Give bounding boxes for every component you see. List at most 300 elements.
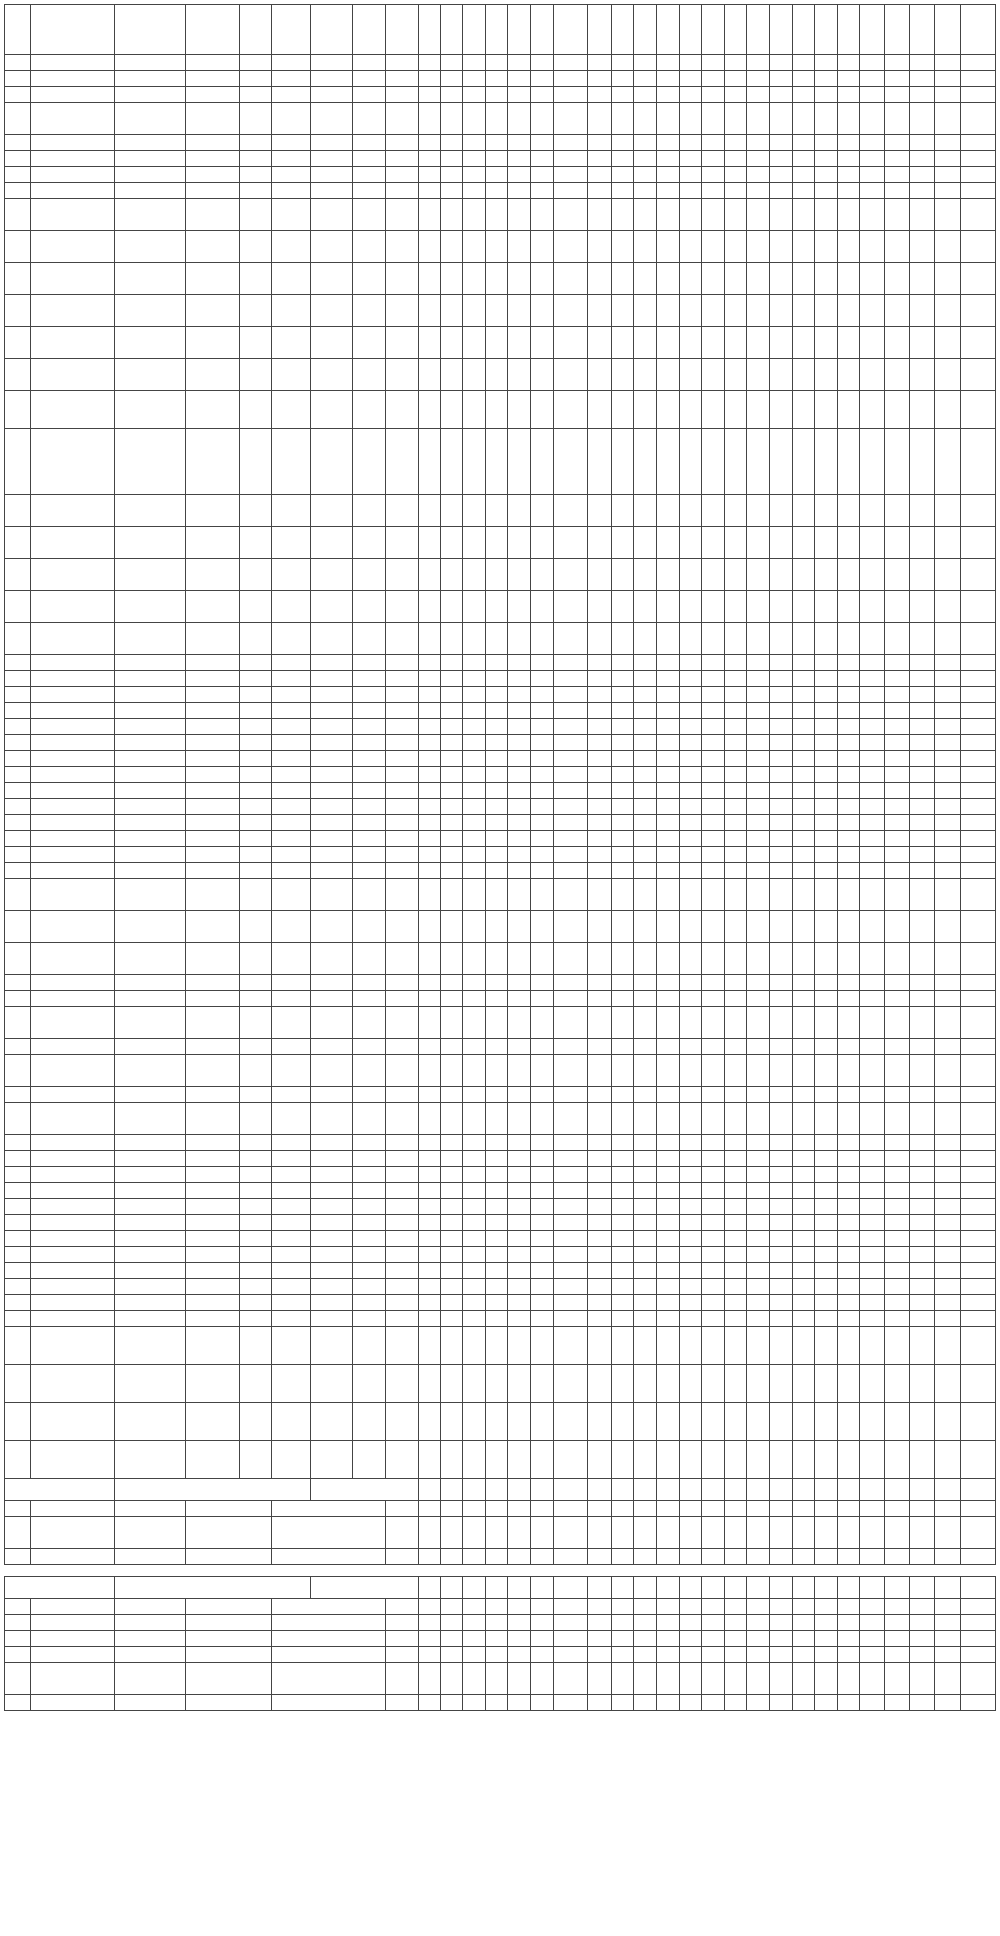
table-cell	[885, 591, 910, 623]
table-cell	[885, 1247, 910, 1263]
blank-cell	[352, 1565, 385, 1577]
table-cell	[769, 831, 792, 847]
table-cell	[508, 751, 531, 767]
table-cell	[385, 1279, 418, 1295]
table-cell	[885, 1103, 910, 1135]
table-cell	[961, 1103, 996, 1135]
table-cell	[747, 735, 770, 751]
table-cell	[634, 263, 657, 295]
table-cell	[463, 975, 486, 991]
table-cell	[5, 847, 31, 863]
table-cell	[724, 1199, 747, 1215]
table-cell	[419, 1365, 441, 1403]
summary-cell	[885, 55, 910, 71]
blank-cell	[702, 1479, 725, 1501]
blank-cell	[769, 1647, 792, 1663]
table-cell	[909, 1247, 934, 1263]
table-cell	[531, 719, 554, 735]
blank-cell	[385, 1615, 418, 1631]
table-cell	[385, 527, 418, 559]
table-cell	[385, 991, 418, 1007]
table-row	[5, 911, 996, 943]
table-cell	[769, 1199, 792, 1215]
table-cell	[769, 655, 792, 671]
table-cell	[5, 527, 31, 559]
table-cell	[909, 591, 934, 623]
table-cell	[385, 429, 418, 495]
blank-cell	[860, 1647, 885, 1663]
blank-cell	[30, 1565, 114, 1577]
table-cell	[634, 1055, 657, 1087]
table-cell	[837, 591, 860, 623]
table-cell	[909, 991, 934, 1007]
table-cell	[961, 687, 996, 703]
table-cell	[440, 1231, 463, 1247]
table-cell	[724, 495, 747, 527]
table-cell	[815, 623, 838, 655]
table-cell	[485, 167, 508, 183]
table-cell	[114, 135, 185, 151]
table-cell	[634, 1231, 657, 1247]
table-cell	[385, 735, 418, 751]
table-cell	[747, 1055, 770, 1087]
blank-cell	[463, 1479, 486, 1501]
table-cell	[679, 1263, 702, 1279]
table-cell	[769, 1327, 792, 1365]
table-cell	[114, 359, 185, 391]
table-cell	[508, 103, 531, 135]
table-cell	[310, 655, 352, 671]
table-cell	[239, 735, 271, 751]
table-cell	[815, 911, 838, 943]
table-cell	[239, 183, 271, 199]
table-cell	[30, 1151, 114, 1167]
table-cell	[5, 767, 31, 783]
table-cell	[769, 1087, 792, 1103]
column-header	[747, 5, 770, 55]
blank-cell	[909, 1549, 934, 1565]
blank-cell	[837, 1631, 860, 1647]
table-cell	[961, 655, 996, 671]
table-cell	[860, 1327, 885, 1365]
table-cell	[634, 1327, 657, 1365]
blank-cell	[611, 1565, 634, 1577]
blank-cell	[679, 1615, 702, 1631]
table-cell	[961, 1087, 996, 1103]
department-cell	[30, 1599, 114, 1615]
table-cell	[611, 719, 634, 735]
table-cell	[310, 719, 352, 735]
table-cell	[352, 559, 385, 591]
table-cell	[611, 847, 634, 863]
table-cell	[310, 1231, 352, 1247]
table-cell	[588, 879, 612, 911]
table-cell	[792, 87, 815, 103]
table-cell	[702, 1365, 725, 1403]
table-cell	[769, 103, 792, 135]
table-cell	[310, 1279, 352, 1295]
table-cell	[909, 879, 934, 911]
table-cell	[747, 799, 770, 815]
table-cell	[815, 735, 838, 751]
table-cell	[271, 847, 310, 863]
table-cell	[656, 911, 679, 943]
table-cell	[485, 799, 508, 815]
table-row	[5, 429, 996, 495]
table-row	[5, 703, 996, 719]
table-cell	[352, 231, 385, 263]
table-cell	[679, 1039, 702, 1055]
blank-cell	[553, 1501, 587, 1517]
table-cell	[419, 1279, 441, 1295]
table-cell	[239, 1231, 271, 1247]
blank-cell	[588, 1565, 612, 1577]
table-cell	[679, 687, 702, 703]
table-cell	[702, 391, 725, 429]
table-cell	[747, 391, 770, 429]
table-cell	[419, 295, 441, 327]
table-cell	[553, 103, 587, 135]
table-cell	[271, 1039, 310, 1055]
table-cell	[463, 231, 486, 263]
table-cell	[860, 943, 885, 975]
table-cell	[419, 751, 441, 767]
table-cell	[531, 71, 554, 87]
table-cell	[860, 1039, 885, 1055]
table-cell	[385, 231, 418, 263]
blank-cell	[934, 1565, 961, 1577]
table-cell	[440, 1441, 463, 1479]
table-cell	[815, 703, 838, 719]
blank-cell	[792, 1517, 815, 1549]
table-row	[5, 1135, 996, 1151]
table-cell	[679, 943, 702, 975]
table-cell	[508, 495, 531, 527]
table-cell	[463, 719, 486, 735]
table-cell	[419, 1247, 441, 1263]
table-cell	[440, 847, 463, 863]
blank-cell	[485, 1631, 508, 1647]
blank-cell	[860, 1517, 885, 1549]
table-cell	[769, 87, 792, 103]
table-cell	[747, 1167, 770, 1183]
table-cell	[656, 1103, 679, 1135]
table-cell	[531, 167, 554, 183]
table-cell	[961, 1247, 996, 1263]
table-cell	[185, 495, 239, 527]
blank-cell	[440, 1615, 463, 1631]
blank-cell	[724, 1615, 747, 1631]
table-cell	[837, 847, 860, 863]
table-cell	[463, 103, 486, 135]
table-cell	[485, 687, 508, 703]
table-cell	[352, 671, 385, 687]
blank-cell	[656, 1479, 679, 1501]
table-cell	[271, 1135, 310, 1151]
table-cell	[837, 1263, 860, 1279]
table-cell	[909, 1007, 934, 1039]
table-cell	[837, 751, 860, 767]
table-cell	[837, 327, 860, 359]
blank-cell	[531, 1501, 554, 1517]
table-cell	[508, 1087, 531, 1103]
table-cell	[440, 231, 463, 263]
table-cell	[769, 1215, 792, 1231]
table-cell	[611, 1215, 634, 1231]
table-cell	[679, 767, 702, 783]
table-cell	[724, 1365, 747, 1403]
table-cell	[679, 391, 702, 429]
summary-cell	[815, 55, 838, 71]
table-cell	[385, 1167, 418, 1183]
blank-cell	[724, 1479, 747, 1501]
table-cell	[185, 655, 239, 671]
table-cell	[634, 975, 657, 991]
table-cell	[634, 1103, 657, 1135]
table-cell	[239, 1441, 271, 1479]
table-cell	[310, 263, 352, 295]
table-cell	[611, 767, 634, 783]
table-cell	[860, 831, 885, 847]
table-cell	[679, 1247, 702, 1263]
table-cell	[30, 1039, 114, 1055]
table-cell	[860, 327, 885, 359]
table-cell	[634, 183, 657, 199]
table-cell	[934, 1247, 961, 1263]
table-cell	[724, 863, 747, 879]
table-cell	[860, 103, 885, 135]
table-cell	[508, 327, 531, 359]
table-cell	[485, 327, 508, 359]
table-cell	[114, 71, 185, 87]
table-cell	[553, 1087, 587, 1103]
table-cell	[611, 87, 634, 103]
table-cell	[885, 751, 910, 767]
table-cell	[419, 103, 441, 135]
table-cell	[440, 1199, 463, 1215]
table-cell	[679, 783, 702, 799]
table-cell	[656, 1263, 679, 1279]
table-cell	[553, 1263, 587, 1279]
table-cell	[860, 231, 885, 263]
table-cell	[185, 1183, 239, 1199]
table-cell	[792, 1327, 815, 1365]
table-cell	[508, 1151, 531, 1167]
table-cell	[239, 295, 271, 327]
table-cell	[5, 1055, 31, 1087]
table-cell	[352, 1311, 385, 1327]
blank-cell	[485, 1577, 508, 1599]
table-cell	[531, 1263, 554, 1279]
table-cell	[114, 1247, 185, 1263]
table-cell	[815, 847, 838, 863]
quota-cell	[271, 1501, 385, 1517]
table-cell	[239, 815, 271, 831]
table-cell	[5, 1403, 31, 1441]
upgrade-to-bachelor-row	[5, 1695, 996, 1711]
column-header	[724, 5, 747, 55]
table-cell	[934, 719, 961, 735]
blank-cell	[815, 1695, 838, 1711]
table-cell	[30, 703, 114, 719]
table-cell	[702, 295, 725, 327]
table-cell	[588, 1263, 612, 1279]
blank-cell	[588, 1647, 612, 1663]
table-cell	[934, 1183, 961, 1199]
table-cell	[114, 167, 185, 183]
table-cell	[531, 623, 554, 655]
table-cell	[860, 719, 885, 735]
table-cell	[769, 703, 792, 719]
table-cell	[310, 767, 352, 783]
table-cell	[885, 263, 910, 295]
table-cell	[815, 687, 838, 703]
table-cell	[553, 71, 587, 87]
blank-cell	[702, 1615, 725, 1631]
table-cell	[485, 911, 508, 943]
table-cell	[792, 1103, 815, 1135]
table-row	[5, 199, 996, 231]
summary-cell	[5, 55, 31, 71]
table-cell	[463, 1215, 486, 1231]
table-cell	[531, 1135, 554, 1151]
table-cell	[724, 703, 747, 719]
blank-cell	[837, 1599, 860, 1615]
table-row	[5, 623, 996, 655]
table-cell	[634, 655, 657, 671]
table-cell	[588, 799, 612, 815]
table-cell	[508, 167, 531, 183]
table-cell	[271, 1403, 310, 1441]
blank-cell	[909, 1647, 934, 1663]
table-cell	[271, 1215, 310, 1231]
table-cell	[352, 1007, 385, 1039]
table-cell	[553, 1199, 587, 1215]
blank-cell	[724, 1577, 747, 1599]
table-cell	[553, 1151, 587, 1167]
blank-cell	[747, 1663, 770, 1695]
table-cell	[656, 975, 679, 991]
summary-cell	[239, 55, 271, 71]
blank-cell	[860, 1549, 885, 1565]
blank-cell	[702, 1577, 725, 1599]
table-cell	[724, 71, 747, 87]
table-cell	[702, 327, 725, 359]
table-cell	[419, 183, 441, 199]
table-cell	[508, 1247, 531, 1263]
blank-cell	[419, 1631, 441, 1647]
table-cell	[611, 199, 634, 231]
blank-cell	[463, 1695, 486, 1711]
table-cell	[961, 1135, 996, 1151]
table-cell	[114, 687, 185, 703]
table-cell	[588, 231, 612, 263]
table-cell	[909, 655, 934, 671]
blank-cell	[860, 1615, 885, 1631]
table-cell	[114, 847, 185, 863]
table-cell	[30, 1055, 114, 1087]
table-cell	[114, 719, 185, 735]
blank-cell	[934, 1647, 961, 1663]
table-cell	[352, 1183, 385, 1199]
table-cell	[553, 799, 587, 815]
table-cell	[352, 847, 385, 863]
summary-cell	[352, 55, 385, 71]
table-cell	[463, 87, 486, 103]
table-row	[5, 815, 996, 831]
table-cell	[30, 183, 114, 199]
table-cell	[792, 943, 815, 975]
table-cell	[769, 231, 792, 263]
department-cell	[30, 1501, 114, 1517]
table-row	[5, 167, 996, 183]
table-cell	[679, 231, 702, 263]
blank-cell	[724, 1565, 747, 1577]
table-cell	[30, 719, 114, 735]
table-cell	[588, 495, 612, 527]
table-cell	[419, 527, 441, 559]
table-cell	[531, 1327, 554, 1365]
table-cell	[419, 1087, 441, 1103]
blank-cell	[934, 1501, 961, 1517]
blank-cell	[815, 1479, 838, 1501]
table-cell	[271, 151, 310, 167]
table-cell	[185, 1247, 239, 1263]
table-cell	[485, 391, 508, 429]
table-cell	[440, 783, 463, 799]
table-cell	[588, 655, 612, 671]
table-cell	[385, 359, 418, 391]
table-cell	[531, 831, 554, 847]
table-cell	[508, 1055, 531, 1087]
table-cell	[114, 751, 185, 767]
table-cell	[485, 591, 508, 623]
table-cell	[30, 687, 114, 703]
column-header	[485, 5, 508, 55]
table-cell	[485, 1403, 508, 1441]
table-cell	[860, 1183, 885, 1199]
blank-cell	[634, 1647, 657, 1663]
table-cell	[837, 87, 860, 103]
table-cell	[531, 975, 554, 991]
table-cell	[747, 991, 770, 1007]
table-cell	[792, 71, 815, 87]
blank-cell	[885, 1599, 910, 1615]
table-cell	[463, 1183, 486, 1199]
table-cell	[440, 671, 463, 687]
table-cell	[5, 879, 31, 911]
table-cell	[508, 799, 531, 815]
table-cell	[419, 1135, 441, 1151]
table-cell	[656, 495, 679, 527]
vocational-admission-row	[5, 1501, 996, 1517]
table-cell	[634, 767, 657, 783]
column-header	[634, 5, 657, 55]
table-cell	[885, 167, 910, 183]
table-cell	[553, 295, 587, 327]
table-cell	[837, 495, 860, 527]
table-cell	[271, 1327, 310, 1365]
table-cell	[702, 1151, 725, 1167]
table-cell	[114, 1263, 185, 1279]
table-cell	[909, 671, 934, 687]
blank-cell	[463, 1663, 486, 1695]
table-cell	[310, 687, 352, 703]
table-cell	[463, 623, 486, 655]
table-cell	[440, 1007, 463, 1039]
table-cell	[440, 1403, 463, 1441]
table-cell	[611, 975, 634, 991]
